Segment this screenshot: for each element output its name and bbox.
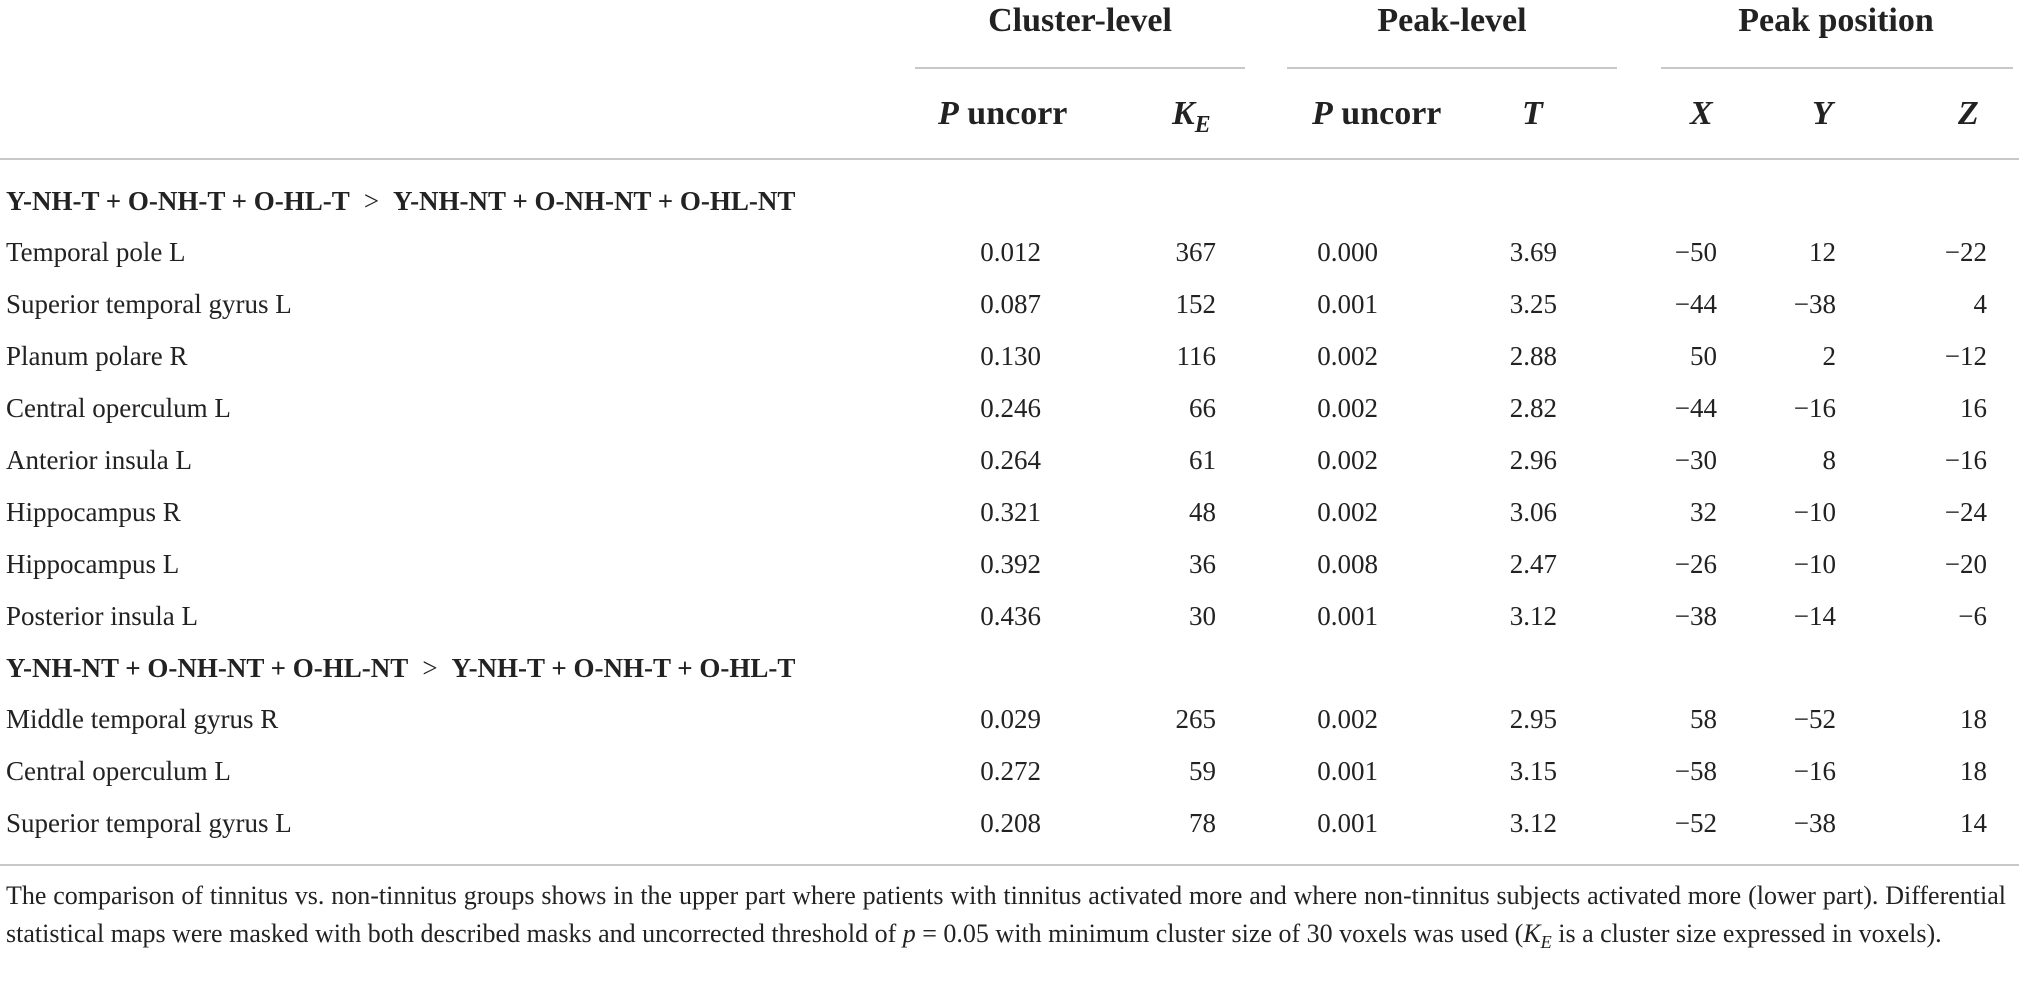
k-symbol: K (1172, 95, 1195, 132)
table-row-region: Posterior insula L (6, 601, 198, 631)
cell-z: 4 (1973, 289, 1987, 319)
cell-z: 16 (1960, 393, 1987, 423)
cell-y: −10 (1793, 497, 1836, 527)
cell-x: 58 (1690, 704, 1717, 734)
cell-cluster-ke: 59 (1189, 756, 1216, 786)
cell-z: −24 (1944, 497, 1987, 527)
cell-peak-p: 0.001 (1317, 601, 1378, 631)
footnote-p: p (902, 919, 916, 948)
header-rule (0, 158, 2019, 160)
cell-peak-t: 2.82 (1509, 393, 1557, 423)
cell-peak-t: 3.12 (1509, 808, 1557, 838)
cell-z: 18 (1960, 704, 1987, 734)
y-symbol: Y (1812, 95, 1833, 132)
cell-cluster-p: 0.436 (980, 601, 1041, 631)
footnote-part1: The comparison of tinnitus vs. non-tinnitus groups shows in the upper part where patients with tinnitus activated more and where non-tinnitus subjects activated more (lower part). Differential statistical maps were masked with both described masks and uncorrected threshold of (6, 881, 2006, 948)
table-footnote (6, 877, 2006, 961)
table-row-region: Superior temporal gyrus L (6, 289, 292, 319)
cell-peak-p: 0.002 (1317, 341, 1378, 371)
cell-x: −44 (1674, 289, 1717, 319)
cell-x: −26 (1674, 549, 1717, 579)
header-cluster-level: Cluster-level (988, 2, 1172, 39)
cell-x: −50 (1674, 237, 1717, 267)
cell-peak-t: 3.15 (1509, 756, 1557, 786)
cell-cluster-p: 0.087 (980, 289, 1041, 319)
cell-peak-t: 3.69 (1509, 237, 1557, 267)
cell-cluster-p: 0.130 (980, 341, 1041, 371)
cell-cluster-ke: 367 (1175, 237, 1216, 267)
cell-x: −52 (1674, 808, 1717, 838)
cell-peak-p: 0.001 (1317, 289, 1378, 319)
section-operator: > (363, 186, 380, 216)
cell-y: −16 (1793, 756, 1836, 786)
cell-cluster-ke: 116 (1176, 341, 1216, 371)
cell-y: −38 (1793, 289, 1836, 319)
cell-x: −30 (1674, 445, 1717, 475)
p-symbol-peak: P (1312, 95, 1333, 132)
cell-cluster-ke: 36 (1189, 549, 1216, 579)
table-row-region: Superior temporal gyrus L (6, 808, 292, 838)
cell-peak-t: 2.88 (1509, 341, 1557, 371)
section-title-right: Y-NH-T + O-NH-T + O-HL-T (451, 653, 796, 683)
t-symbol: T (1522, 95, 1543, 132)
table-row-region: Central operculum L (6, 756, 231, 786)
cell-cluster-p: 0.246 (980, 393, 1041, 423)
cell-cluster-ke: 152 (1175, 289, 1216, 319)
col-cluster-ke (1172, 95, 1211, 139)
cell-cluster-ke: 66 (1189, 393, 1216, 423)
position-group-rule (1661, 67, 2013, 69)
footnote-part2: = 0.05 with minimum cluster size of 30 voxels was used ( (922, 919, 1524, 948)
cell-peak-p: 0.001 (1317, 808, 1378, 838)
cell-y: 8 (1822, 445, 1836, 475)
cell-peak-p: 0.008 (1317, 549, 1378, 579)
cell-y: 12 (1809, 237, 1836, 267)
cell-x: 50 (1690, 341, 1717, 371)
cell-z: 18 (1960, 756, 1987, 786)
col-x (1690, 95, 1713, 133)
cell-y: −16 (1793, 393, 1836, 423)
cell-peak-t: 2.95 (1509, 704, 1557, 734)
footnote-k: K (1523, 919, 1541, 948)
col-peak-p-uncorr (1312, 95, 1441, 133)
table-bottom-rule (0, 864, 2019, 866)
col-y (1812, 95, 1833, 133)
header-peak-level: Peak-level (1377, 2, 1527, 39)
section-title-left: Y-NH-NT + O-NH-NT + O-HL-NT (6, 653, 409, 683)
table-row-region: Planum polare R (6, 341, 188, 371)
z-symbol: Z (1958, 95, 1979, 132)
cell-peak-t: 3.06 (1509, 497, 1557, 527)
table-row-region: Hippocampus R (6, 497, 181, 527)
footnote-part3: is a cluster size expressed in voxels). (1558, 919, 1942, 948)
section-title-right: Y-NH-NT + O-NH-NT + O-HL-NT (393, 186, 796, 216)
cell-cluster-ke: 78 (1189, 808, 1216, 838)
section-title-left: Y-NH-T + O-NH-T + O-HL-T (6, 186, 350, 216)
cell-cluster-ke: 265 (1175, 704, 1216, 734)
cell-cluster-ke: 30 (1189, 601, 1216, 631)
cell-y: −14 (1793, 601, 1836, 631)
cell-z: 14 (1960, 808, 1987, 838)
cell-x: 32 (1690, 497, 1717, 527)
cell-cluster-ke: 48 (1189, 497, 1216, 527)
cell-z: −12 (1944, 341, 1987, 371)
cell-x: −58 (1674, 756, 1717, 786)
cell-y: −10 (1793, 549, 1836, 579)
cell-peak-p: 0.002 (1317, 393, 1378, 423)
peak-group-rule (1287, 67, 1617, 69)
table-row-region: Middle temporal gyrus R (6, 704, 279, 734)
col-peak-p-text: uncorr (1341, 95, 1442, 132)
footnote-k-subscript: E (1540, 932, 1552, 953)
section-operator: > (422, 653, 438, 683)
cell-cluster-p: 0.321 (980, 497, 1041, 527)
section-title (6, 653, 795, 684)
cell-cluster-ke: 61 (1189, 445, 1216, 475)
cell-cluster-p: 0.392 (980, 549, 1041, 579)
cell-peak-p: 0.002 (1317, 704, 1378, 734)
cell-y: −52 (1793, 704, 1836, 734)
col-cluster-p-text: uncorr (967, 95, 1068, 132)
cell-cluster-p: 0.272 (980, 756, 1041, 786)
p-symbol: P (938, 95, 959, 132)
cell-cluster-p: 0.029 (980, 704, 1041, 734)
cell-z: −20 (1944, 549, 1987, 579)
cell-peak-p: 0.002 (1317, 445, 1378, 475)
col-cluster-p-uncorr (938, 95, 1067, 133)
cell-peak-t: 2.96 (1509, 445, 1557, 475)
cell-cluster-p: 0.012 (980, 237, 1041, 267)
cell-z: −16 (1944, 445, 1987, 475)
section-title (6, 186, 795, 217)
cell-y: 2 (1822, 341, 1836, 371)
table-row-region: Hippocampus L (6, 549, 180, 579)
cell-peak-p: 0.000 (1317, 237, 1378, 267)
table-row-region: Central operculum L (6, 393, 231, 423)
cluster-group-rule (915, 67, 1245, 69)
col-peak-t (1522, 95, 1543, 133)
cell-peak-t: 3.25 (1509, 289, 1557, 319)
cell-peak-p: 0.002 (1317, 497, 1378, 527)
cell-cluster-p: 0.208 (980, 808, 1041, 838)
cell-x: −38 (1674, 601, 1717, 631)
cell-peak-t: 2.47 (1509, 549, 1557, 579)
k-subscript: E (1194, 111, 1211, 138)
x-symbol: X (1690, 95, 1713, 132)
cell-cluster-p: 0.264 (980, 445, 1041, 475)
cell-y: −38 (1793, 808, 1836, 838)
table-row-region: Anterior insula L (6, 445, 192, 475)
cell-x: −44 (1674, 393, 1717, 423)
header-peak-position: Peak position (1738, 2, 1934, 39)
cell-peak-p: 0.001 (1317, 756, 1378, 786)
col-z (1958, 95, 1979, 133)
cell-z: −6 (1958, 601, 1987, 631)
table-row-region: Temporal pole L (6, 237, 186, 267)
cell-z: −22 (1944, 237, 1987, 267)
cell-peak-t: 3.12 (1509, 601, 1557, 631)
